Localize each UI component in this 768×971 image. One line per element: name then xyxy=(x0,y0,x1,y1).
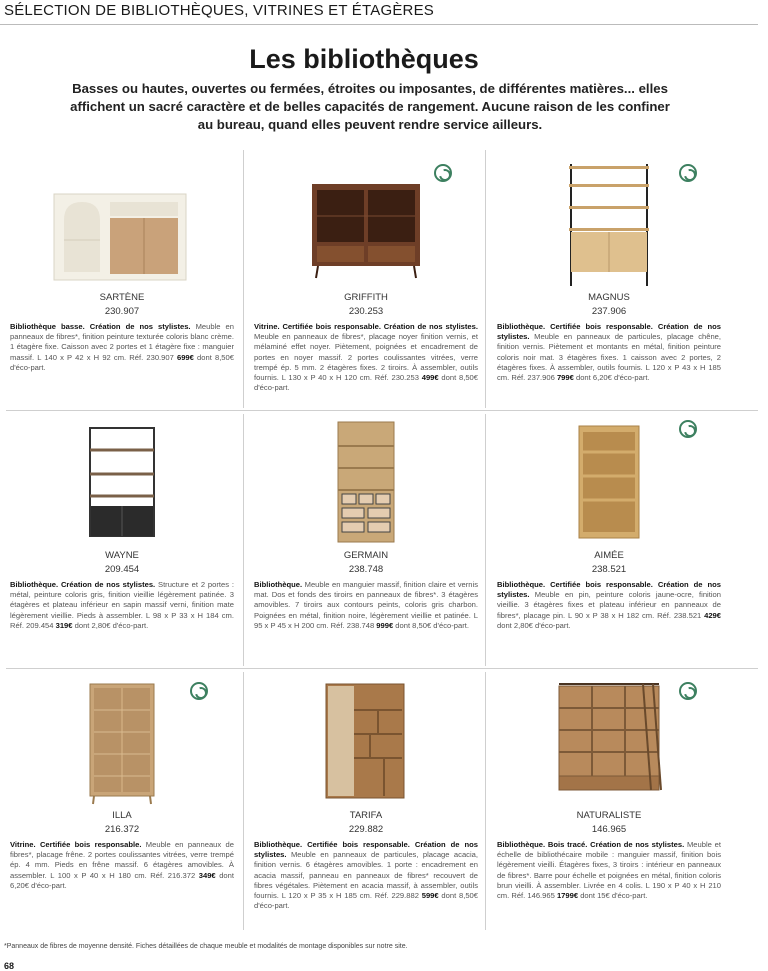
product-image xyxy=(254,680,478,806)
product-ref: 238.748 xyxy=(348,564,384,575)
product-ref: 229.882 xyxy=(348,824,384,835)
intro-text: Basses ou hautes, ouvertes ou fermées, étroites ou imposantes, de différentes matières... elles affichent un sacré caractère et de belles capacités de rangement. Aucune raison de les confiner au bureau, quand elles peuvent rendre service ailleurs. xyxy=(70,81,670,132)
product-description: Bibliothèque. Meuble en manguier massif, finition claire et vernis mat. Dos et fonds des tiroirs en panneaux de fibres*. 3 étagères amovibles. 7 tiroirs aux contours peints, coloris gris charbon. Poignées en métal, finition noire, légèrement vieillie et patinée. L 95 x P 45 x H 200 cm. Réf. 238.748 999€ dont 8,50€ d'éco-part. xyxy=(254,580,478,630)
product-image xyxy=(10,420,234,546)
section-title: SÉLECTION DE BIBLIOTHÈQUES, VITRINES ET ÉTAGÈRES xyxy=(4,2,434,19)
footnote: *Panneaux de fibres de moyenne densité. Fiches détaillées de chaque meuble et modalités de montage disponibles sur notre site. xyxy=(4,943,408,950)
grid-divider xyxy=(243,150,244,408)
eco-certified-icon xyxy=(434,164,452,182)
top-rule xyxy=(0,24,758,25)
product-image xyxy=(10,162,234,288)
page-title: Les bibliothèques xyxy=(249,44,479,74)
grid-divider xyxy=(485,150,486,408)
product-ref: 238.521 xyxy=(591,564,627,575)
product-description: Bibliothèque. Bois tracé. Création de nos stylistes. Meuble et échelle de bibliothécaire mobile : manguier massif, finition bois légèrement vieilli. Étagères fixes, 3 tiroirs : intérieur en panneaux de fibres*. Barre pour échelle et poignées en métal, finition coloris brun vieilli. À assembler. Livrée en 4 colis. L 190 x P 40 x H 210 cm. Réf. 146.965 1799€ dont 15€ d'éco-part. xyxy=(497,840,721,901)
product-name: NATURALISTE xyxy=(576,810,642,821)
grid-divider xyxy=(485,672,486,930)
product-ref: 216.372 xyxy=(104,824,140,835)
product-description: Bibliothèque. Certifiée bois responsable. Création de nos stylistes. Meuble en panneaux de particules, placage acacia, finition vernis. 6 étagères amovibles. 1 porte : encadrement en acacia massif, panneau en panneaux de fibres* recouvert de fibres végétales. Piètement en acacia massif, à assembler, outils fournis. L 120 x P 35 x H 185 cm. Réf. 229.882 599€ dont 8,50€ d'éco-part. xyxy=(254,840,478,911)
grid-divider xyxy=(6,410,758,411)
grid-divider xyxy=(243,414,244,666)
grid-divider xyxy=(485,414,486,666)
product-name: WAYNE xyxy=(105,550,139,561)
product-description: Bibliothèque. Certifiée bois responsable. Création de nos stylistes. Meuble en panneaux de particules, placage chêne, finition vernis. Piètement et montants en métal, finition peinture coloris noir mat. 3 étagères fixes. 1 caisson avec 2 portes, 2 étagères fixes. À assembler, outils fournis. L 120 x P 43 x H 185 cm. Réf. 237.906 799€ dont 6,20€ d'éco-part. xyxy=(497,322,721,383)
product-image xyxy=(497,420,721,546)
product-name: SARTÈNE xyxy=(99,292,145,303)
eco-certified-icon xyxy=(679,420,697,438)
product-description: Bibliothèque basse. Création de nos stylistes. Meuble en panneaux de fibres*, finition peinture texturée coloris blanc crème. 1 étagère fixe. Caisson avec 2 portes et 1 étagère fixe : manguier massif. L 140 x P 42 x H 92 cm. Réf. 230.907 699€ dont 8,50€ d'éco-part. xyxy=(10,322,234,372)
product-description: Bibliothèque. Création de nos stylistes. Structure et 2 portes : métal, peinture coloris gris, finition vieillie légèrement patinée. 3 étagères et plateau inférieur en sapin massif verni, finition mate légèrement vieillie. Pieds à assembler. L 98 x P 33 x H 184 cm. Réf. 209.454 319€ dont 2,80€ d'éco-part. xyxy=(10,580,234,630)
product-ref: 230.253 xyxy=(348,306,384,317)
product-name: AIMÉE xyxy=(594,550,624,561)
grid-divider xyxy=(243,672,244,930)
product-description: Bibliothèque. Certifiée bois responsable. Création de nos stylistes. Meuble en pin, peinture coloris jaune-ocre, finition vieillie. 3 étagères fixes et plateau inférieur en panneaux de fibres*, placage pin. L 90 x P 38 x H 182 cm. Réf. 238.521 429€ dont 2,80€ d'éco-part. xyxy=(497,580,721,630)
product-name: MAGNUS xyxy=(588,292,630,303)
eco-certified-icon xyxy=(679,682,697,700)
product-ref: 237.906 xyxy=(591,306,627,317)
product-name: TARIFA xyxy=(349,810,383,821)
product-image xyxy=(254,420,478,546)
product-name: ILLA xyxy=(112,810,132,821)
product-description: Vitrine. Certifiée bois responsable. Création de nos stylistes. Meuble en panneaux de fibres*, placage noyer finition vernis, et mélaminé effet noyer. Piètement, poignées et encadrement de portes en noyer massif. 2 portes coulissantes vitrées, verre trempé ép. 5 mm. 2 étagères fixes. 2 tiroirs. À assembler, outils fournis. L 130 x P 40 x H 120 cm. Réf. 230.253 499€ dont 8,50€ d'éco-part. xyxy=(254,322,478,393)
product-ref: 209.454 xyxy=(104,564,140,575)
page-number: 68 xyxy=(4,961,15,971)
product-description: Vitrine. Certifiée bois responsable. Meuble en panneaux de fibres*, placage frêne. 2 portes coulissantes vitrées, verre trempé ép. 4 mm. Pieds en frêne massif. 6 étagères amovibles. À assembler. L 100 x P 40 x H 180 cm. Réf. 216.372 349€ dont 6,20€ d'éco-part. xyxy=(10,840,234,890)
eco-certified-icon xyxy=(190,682,208,700)
product-ref: 146.965 xyxy=(591,824,627,835)
product-name: GRIFFITH xyxy=(344,292,388,303)
product-ref: 230.907 xyxy=(104,306,140,317)
eco-certified-icon xyxy=(679,164,697,182)
grid-divider xyxy=(6,668,758,669)
product-name: GERMAIN xyxy=(343,550,389,561)
